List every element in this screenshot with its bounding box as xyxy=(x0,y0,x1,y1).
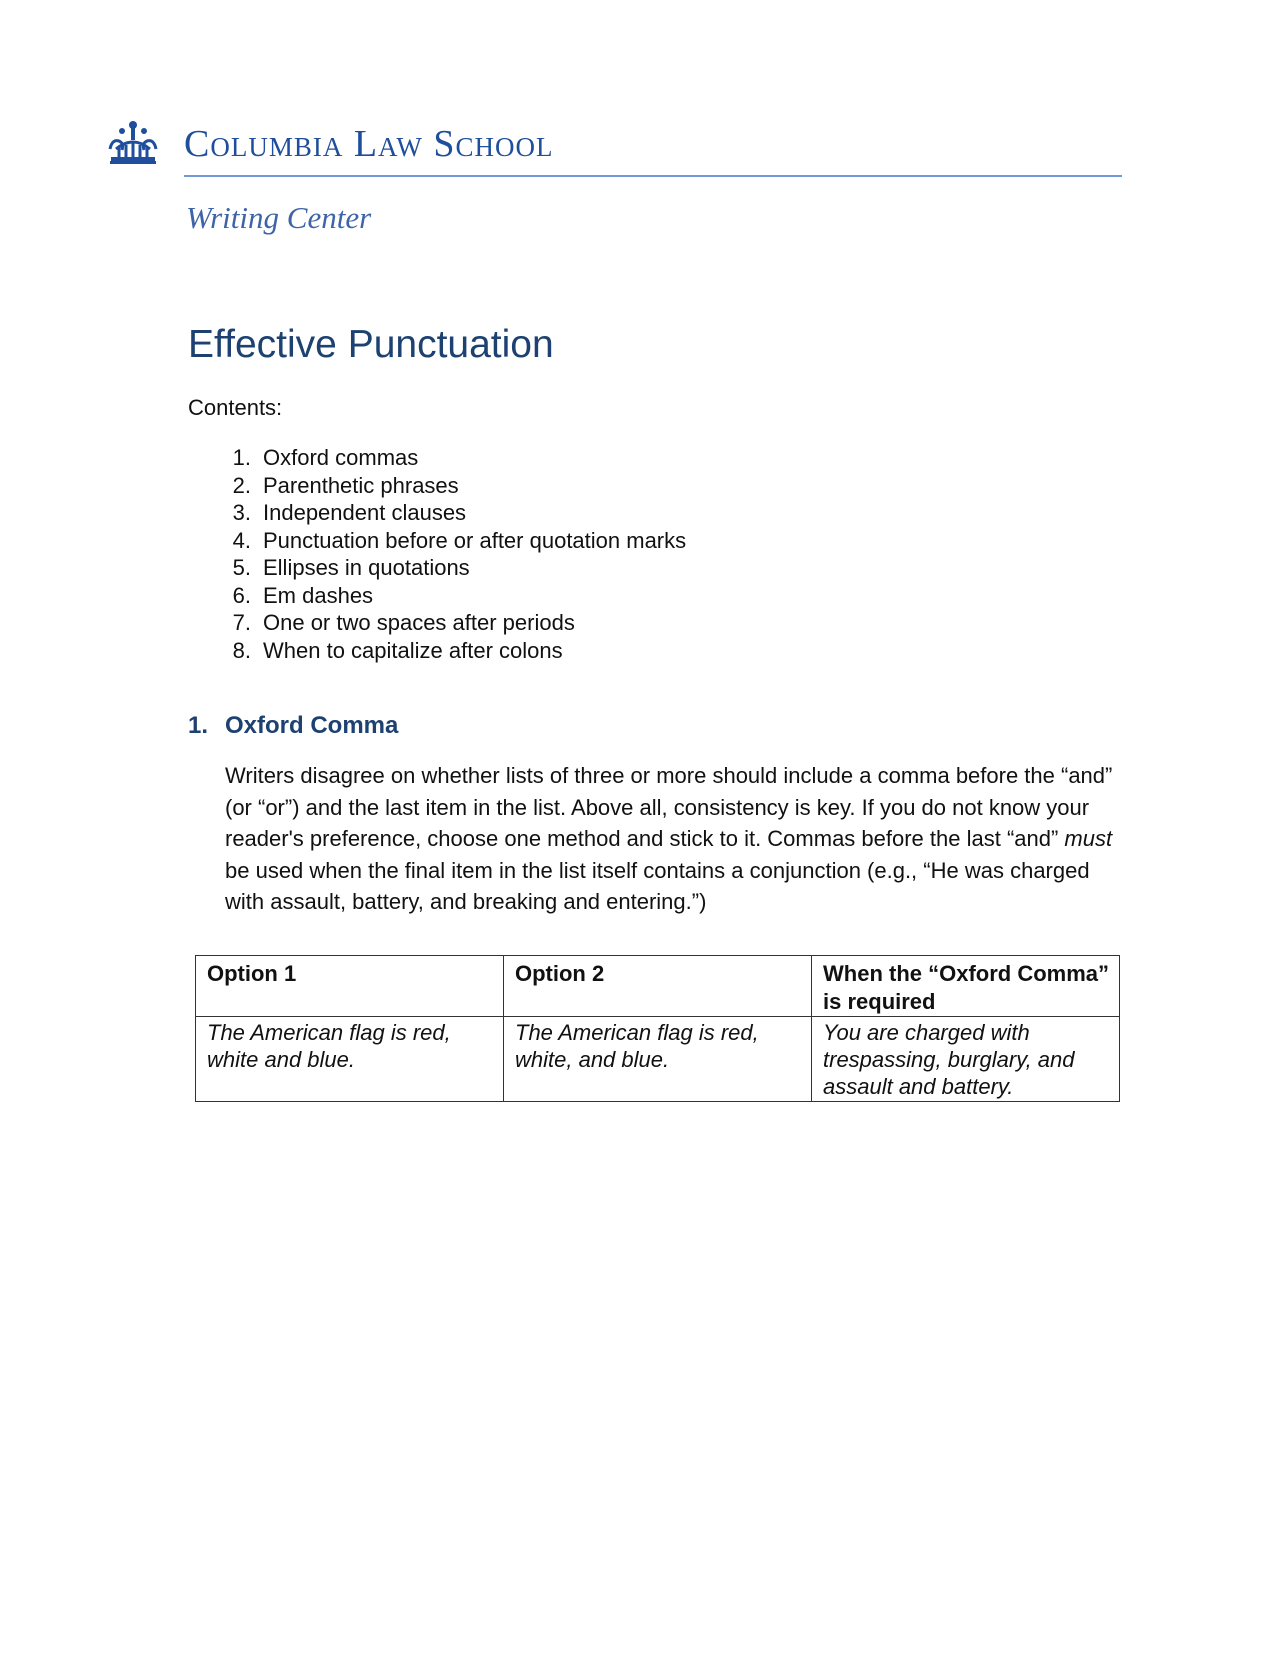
toc-item-number: 7. xyxy=(232,610,251,635)
toc-item-number: 5. xyxy=(232,555,251,580)
toc-item xyxy=(188,609,1128,637)
toc-item-number: 2. xyxy=(232,472,251,498)
toc-item-label: Independent clauses xyxy=(263,500,467,525)
toc-item-label: Punctuation before or after quotation marks xyxy=(263,527,687,553)
table-cell: The American flag is red, white, and blue. xyxy=(504,1017,812,1102)
toc-item-number: 4. xyxy=(232,527,251,553)
toc-item-label: When to capitalize after colons xyxy=(263,637,563,663)
school-name: Columbia Law School xyxy=(184,123,554,165)
section-heading-oxford-comma xyxy=(188,712,1128,740)
header xyxy=(106,116,1122,235)
toc-item-label: Ellipses in quotations xyxy=(263,555,470,580)
toc-item-label: Oxford commas xyxy=(263,445,419,470)
document-body xyxy=(188,320,1128,940)
toc-item xyxy=(188,582,1128,610)
table-of-contents xyxy=(188,444,1128,664)
center-name: Writing Center xyxy=(186,200,372,235)
toc-item xyxy=(188,554,1128,582)
toc-item-label: Em dashes xyxy=(263,582,374,608)
toc-item xyxy=(188,444,1128,472)
header-rule xyxy=(184,175,1122,177)
toc-item-number: 3. xyxy=(232,500,251,525)
page-title: Effective Punctuation xyxy=(188,323,554,366)
table-cell: You are charged with trespassing, burglary, and assault and battery. xyxy=(812,1017,1120,1102)
section-number: 1. xyxy=(188,712,209,739)
table-header-row xyxy=(196,956,1120,1017)
oxford-comma-paragraph xyxy=(225,760,1125,918)
toc-item-number: 6. xyxy=(232,582,251,608)
table-header-cell: When the “Oxford Comma” is required xyxy=(812,956,1120,1017)
toc-item-number: 8. xyxy=(232,637,251,663)
table-header-cell: Option 2 xyxy=(504,956,812,1017)
toc-item xyxy=(188,637,1128,665)
table-cell: The American flag is red, white and blue. xyxy=(196,1017,504,1102)
paragraph-text-start: Writers disagree on whether lists of three or more should include a comma before the “and” (or “or”) and the last item in the list. Above all, consistency is key. If you do not know your reader's preference, choose one method and stick to it. Commas before the last “and” xyxy=(225,763,1113,851)
oxford-comma-table xyxy=(195,955,1120,1102)
toc-item-number: 1. xyxy=(232,445,251,470)
crown-icon xyxy=(106,119,160,165)
toc-item xyxy=(188,527,1128,555)
table-row xyxy=(196,1017,1120,1102)
toc-item-label: Parenthetic phrases xyxy=(263,472,459,498)
logo-row xyxy=(106,116,1122,168)
toc-item xyxy=(188,472,1128,500)
section-title: Oxford Comma xyxy=(225,712,399,739)
contents-label: Contents: xyxy=(188,395,283,420)
toc-item-label: One or two spaces after periods xyxy=(263,610,575,635)
paragraph-emphasis: must xyxy=(1064,826,1113,851)
table-header-cell: Option 1 xyxy=(196,956,504,1017)
paragraph-text-end: be used when the final item in the list itself contains a conjunction (e.g., “He was charged with assault, battery, and breaking and entering.”) xyxy=(225,857,1090,914)
toc-item xyxy=(188,499,1128,527)
